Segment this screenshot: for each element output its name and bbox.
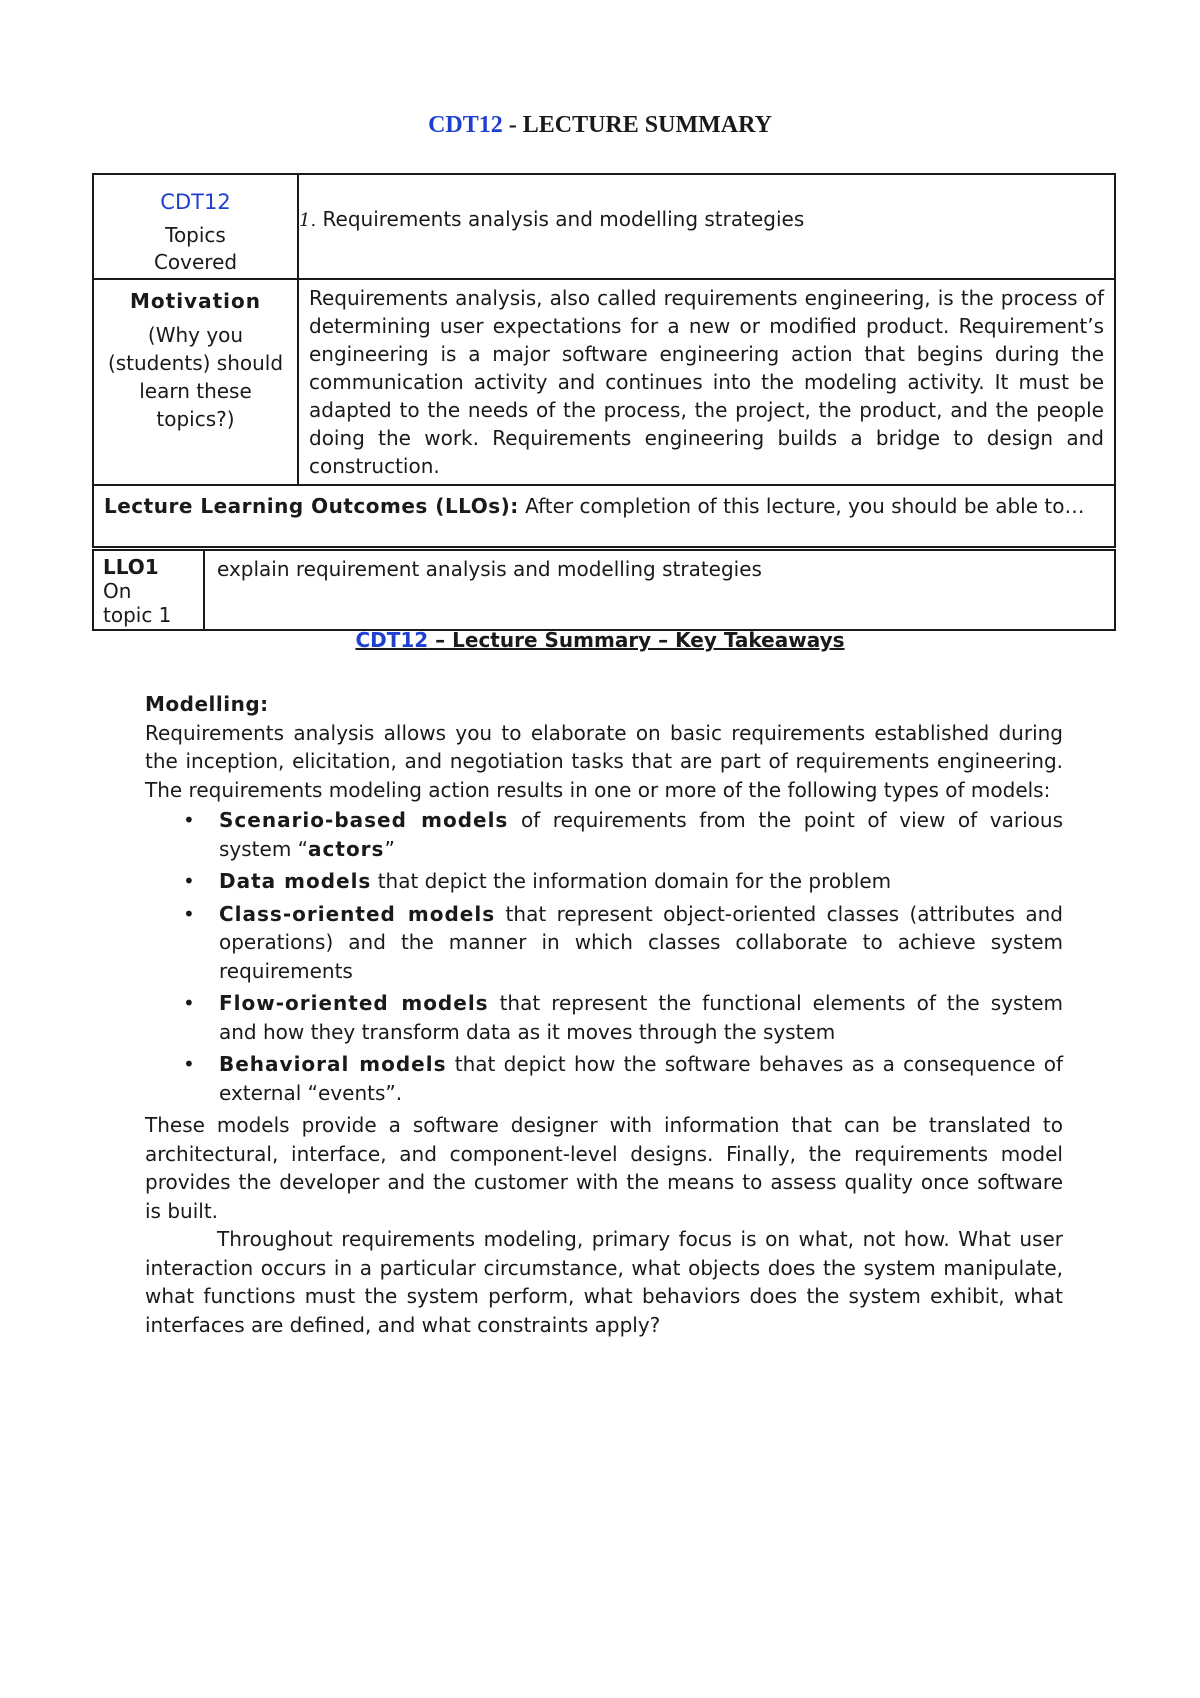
bullet-term: Data models	[219, 869, 372, 893]
modelling-intro: Requirements analysis allows you to elaborate on basic requirements established during the inception, elicitation, and negotiation tasks that are part of requirements engineering. The requirements modeling action results in one or more of the following types of models:	[145, 720, 1063, 802]
list-item	[145, 989, 1063, 1046]
bullet-icon: •	[183, 808, 195, 832]
llo-table	[92, 549, 1116, 631]
bullet-text-end: ”	[384, 836, 395, 861]
bullet-icon: •	[183, 991, 195, 1015]
topic-number: 1.	[299, 210, 317, 231]
topics-covered-cell	[93, 174, 298, 279]
document-title	[0, 112, 1200, 139]
bullet-text: of requirements from the point of view of various system “	[219, 808, 1063, 861]
bullet-text: that depict the information domain for the problem	[371, 869, 892, 893]
topics-label	[95, 222, 296, 276]
bullet-term-2: actors	[308, 836, 385, 861]
modelling-paragraph-2: These models provide a software designer with information that can be translated to architectural, interface, and component-level designs. Finally, the requirements model provides the developer and the customer with the means to assess quality once software is built.	[145, 1113, 1063, 1223]
list-item	[145, 1050, 1063, 1107]
bullet-text: that represent the functional elements of the system and how they transform data as it moves through the system	[219, 991, 1064, 1044]
topics-label-line-2: Covered	[153, 250, 238, 274]
bullet-term: Flow-oriented models	[219, 991, 489, 1015]
modelling-section	[145, 690, 1063, 1339]
bullet-icon: •	[183, 901, 195, 926]
bullet-text: that represent object-oriented classes (attributes and operations) and the manner in which classes collaborate to achieve system requirements	[219, 901, 1063, 983]
list-item	[145, 806, 1063, 863]
llo-code: LLO1	[103, 555, 159, 579]
llo-heading	[93, 485, 1115, 547]
modelling-paragraph-3: Throughout requirements modeling, primary focus is on what, not how. What user interaction occurs in a particular circumstance, what objects does the system manipulate, what functions must the system perform, what behaviors does the system exhibit, what interfaces are defined, and what constraints apply?	[145, 1227, 1063, 1337]
model-types-list	[145, 806, 1063, 1107]
course-code: CDT12	[160, 190, 231, 214]
bullet-term: Scenario-based models	[219, 808, 509, 832]
bullet-icon: •	[183, 869, 195, 893]
bullet-term: Behavioral models	[219, 1052, 447, 1076]
title-code: CDT12	[428, 112, 503, 138]
summary-table	[92, 173, 1116, 548]
key-takeaways-title	[0, 628, 1200, 652]
motivation-title: Motivation	[130, 289, 261, 313]
motivation-label-cell	[93, 279, 298, 485]
list-item	[145, 900, 1063, 986]
motivation-question: (Why you (students) should learn these topics?)	[107, 323, 284, 431]
title-text: - LECTURE SUMMARY	[502, 112, 772, 138]
takeaways-code: CDT12	[355, 628, 429, 652]
llo-code-cell	[93, 550, 204, 630]
topic-cell	[298, 174, 1115, 279]
takeaways-text: – Lecture Summary – Key Takeaways	[428, 628, 845, 652]
llo-heading-bold: Lecture Learning Outcomes (LLOs):	[104, 494, 519, 518]
llo-topic: topic 1	[103, 603, 172, 627]
motivation-text: Requirements analysis, also called requirements engineering, is the process of determining user expectations for a new or modified product. Requirement’s engineering is a major software engineering action that begins during the communication activity and continues into the modeling activity. It must be adapted to the needs of the process, the project, the product, and the people doing the work. Requirements engineering builds a bridge to design and construction.	[298, 279, 1115, 485]
bullet-term: Class-oriented models	[219, 901, 496, 926]
llo-text: explain requirement analysis and modelling strategies	[204, 550, 1115, 630]
list-item	[145, 867, 1063, 896]
modelling-heading: Modelling:	[145, 692, 269, 716]
topics-label-line-1: Topics	[165, 223, 226, 247]
topic-text: Requirements analysis and modelling strategies	[322, 207, 805, 231]
bullet-icon: •	[183, 1052, 195, 1076]
bullet-text: that depict how the software behaves as a consequence of external “events”.	[219, 1052, 1063, 1105]
llo-heading-rest: After completion of this lecture, you should be able to…	[518, 494, 1085, 518]
llo-on: On	[103, 579, 132, 603]
